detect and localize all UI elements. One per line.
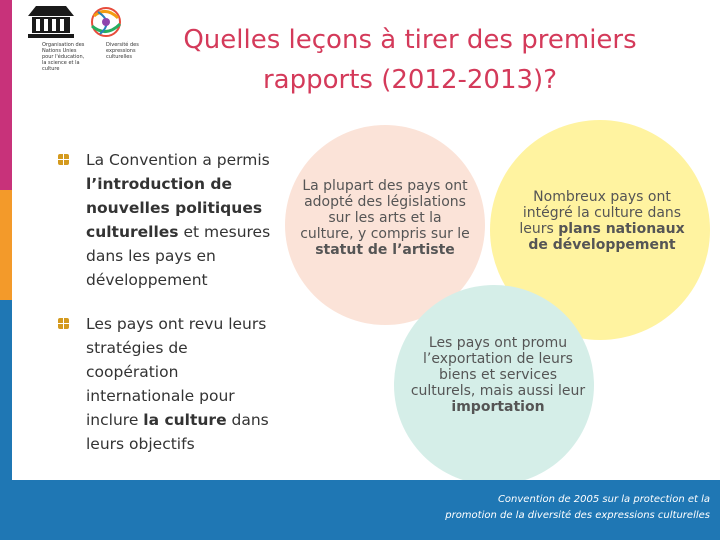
title-line-1: Quelles leçons à tirer des premiers (183, 25, 637, 55)
circle-legislation-text: La plupart des pays ont adopté des législations sur les arts et la culture, y compris sur le statut de l’artiste (300, 178, 470, 258)
bullet-item: La Convention a permis l’introduction de nouvelles politiques culturelles et mesures dans les pays en développement (58, 148, 278, 292)
diversity-logo-text: Diversité des expressions culturelles (106, 42, 139, 60)
footer-convention-text: Convention de 2005 sur la protection et la promotion de la diversité des expressions culturelles (445, 494, 710, 521)
footer-bar (12, 480, 720, 540)
bullet-item: Les pays ont revu leurs stratégies de coopération internationale pour inclure la culture dans leurs objectifs (58, 312, 278, 456)
title-line-2: rapports (2012-2013)? (262, 65, 558, 95)
circle-development-plans-text: Nombreux pays ont intégré la culture dans leurs plans nationaux de développement (519, 189, 685, 253)
circle-importation-text: Les pays ont promu l’exportation de leurs biens et services culturels, mais aussi leur importation (410, 335, 586, 415)
unesco-logo-text: Organisation des Nations Unies pour l'éducation, la science et la culture (42, 42, 85, 72)
